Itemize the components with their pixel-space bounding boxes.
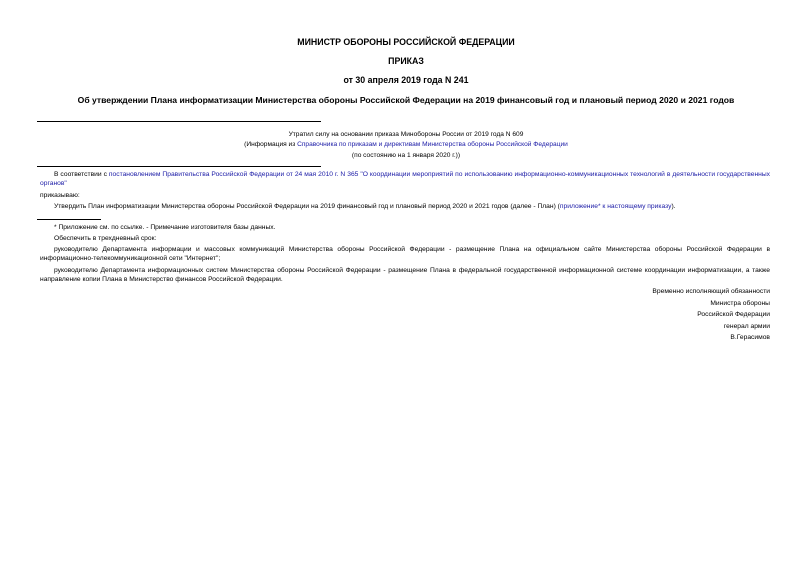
divider-footnote: [37, 219, 101, 220]
signature-country: Российской Федерации: [697, 311, 770, 319]
document-type: ПРИКАЗ: [388, 56, 424, 66]
footnote-text: * Приложение см. по ссылке. - Примечание изготовителя базы данных.: [54, 224, 276, 231]
paragraph-basis-prefix: В соответствии с: [54, 171, 109, 178]
directory-link[interactable]: Справочника по приказам и директивам Министерства обороны Российской Федерации: [297, 141, 568, 148]
status-line-3: (по состоянию на 1 января 2020 г.)): [351, 152, 461, 159]
paragraph-order-word: приказываю:: [40, 192, 80, 199]
paragraph-dept-media: руководителю Департамента информации и массовых коммуникаций Министерства обороны Российской Федерации - размещение Плана на официальном сайте Министерства обороны Российской Федерации в информационно-телекоммуникационной сети "Интернет";: [40, 246, 770, 262]
government-decree-link[interactable]: постановлением Правительства Российской Федерации от 24 мая 2010 г. N 365 "О координации мероприятий по использованию информационно-коммуникационных технологий в деятельности государственных органов": [40, 171, 770, 187]
status-line-2-prefix: (Информация из: [244, 141, 298, 148]
paragraph-ensure: Обеспечить в трехдневный срок:: [54, 235, 157, 242]
divider-status: [37, 166, 321, 167]
document-subject: Об утверждении Плана информатизации Министерства обороны Российской Федерации на 2019 финансовый год и плановый период 2020 и 2021 годов: [77, 95, 735, 105]
status-line-2: [40, 141, 772, 150]
document-title: МИНИСТР ОБОРОНЫ РОССИЙСКОЙ ФЕДЕРАЦИИ: [297, 37, 515, 47]
paragraph-basis: [40, 170, 770, 188]
document-date-number: от 30 апреля 2019 года N 241: [343, 75, 469, 85]
paragraph-dept-systems: руководителю Департамента информационных систем Министерства обороны Российской Федерации - размещение Плана в федеральной государственной информационной системе координации информатизации, а также направление копии Плана в Министерство финансов Российской Федерации.: [40, 267, 770, 283]
signature-name: В.Герасимов: [730, 334, 770, 342]
signature-block: [652, 286, 770, 344]
divider-top: [37, 121, 321, 122]
paragraph-approve-suffix: ).: [671, 203, 676, 210]
paragraph-approve-prefix: Утвердить План информатизации Министерства обороны Российской Федерации на 2019 финансовый год и плановый период 2020 и 2021 годов (далее - План) (: [54, 203, 560, 210]
signature-rank: генерал армии: [723, 322, 770, 330]
appendix-link[interactable]: приложение* к настоящему приказу: [559, 203, 672, 210]
signature-position: Временно исполняющий обязанности: [652, 288, 770, 295]
status-line-1: Утратил силу на основании приказа Минобороны России от 2019 года N 609: [288, 131, 524, 138]
signature-ministry: Министра обороны: [710, 299, 770, 307]
paragraph-approve: [40, 202, 770, 211]
